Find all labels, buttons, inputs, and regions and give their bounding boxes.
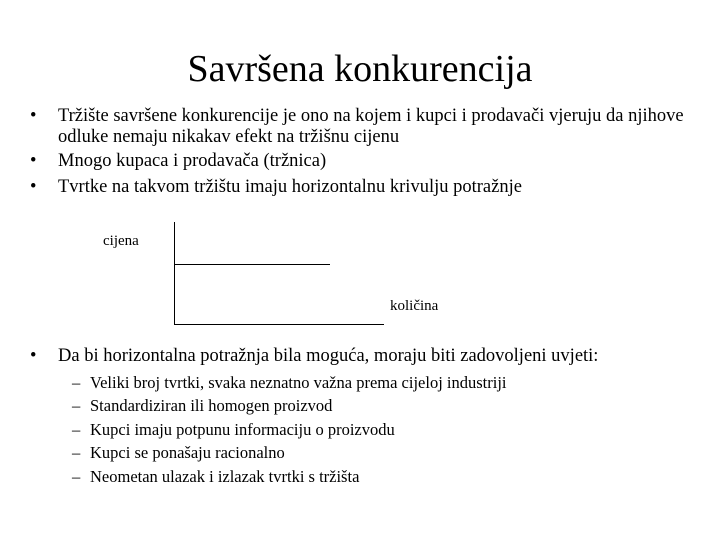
slide-title: Savršena konkurencija bbox=[187, 48, 533, 90]
bullet-1: • Tržište savršene konkurencije je ono na kojem i kupci i prodavači vjeruju da njihove odluke nemaju nikakav efekt na tržišnu cijenu bbox=[30, 106, 684, 147]
dash-icon: – bbox=[72, 420, 81, 439]
bullet-icon: • bbox=[30, 346, 37, 366]
sub-bullet: – Standardiziran ili homogen proizvod bbox=[72, 396, 333, 415]
dash-icon: – bbox=[72, 396, 81, 415]
bullet-4: • Da bi horizontalna potražnja bila moguća, moraju biti zadovoljeni uvjeti: bbox=[30, 346, 599, 366]
sub-bullet: – Kupci se ponašaju racionalno bbox=[72, 443, 285, 462]
dash-icon: – bbox=[72, 373, 81, 392]
sub-bullet: – Kupci imaju potpunu informaciju o proizvodu bbox=[72, 420, 395, 439]
demand-curve bbox=[174, 264, 330, 265]
y-axis bbox=[174, 222, 175, 325]
bullet-2: • Mnogo kupaca i prodavača (tržnica) bbox=[30, 151, 327, 171]
bullet-3: • Tvrtke na takvom tržištu imaju horizontalnu krivulju potražnje bbox=[30, 177, 522, 197]
bullet-icon: • bbox=[30, 151, 37, 171]
sub-bullet: – Veliki broj tvrtki, svaka neznatno važna prema cijeloj industriji bbox=[72, 373, 507, 392]
x-axis-label: količina bbox=[390, 298, 439, 314]
bullet-icon: • bbox=[30, 177, 37, 197]
dash-icon: – bbox=[72, 467, 81, 486]
y-axis-label: cijena bbox=[103, 233, 139, 249]
dash-icon: – bbox=[72, 443, 81, 462]
x-axis bbox=[174, 324, 384, 325]
bullet-icon: • bbox=[30, 106, 37, 126]
sub-bullet: – Neometan ulazak i izlazak tvrtki s tržišta bbox=[72, 467, 360, 486]
